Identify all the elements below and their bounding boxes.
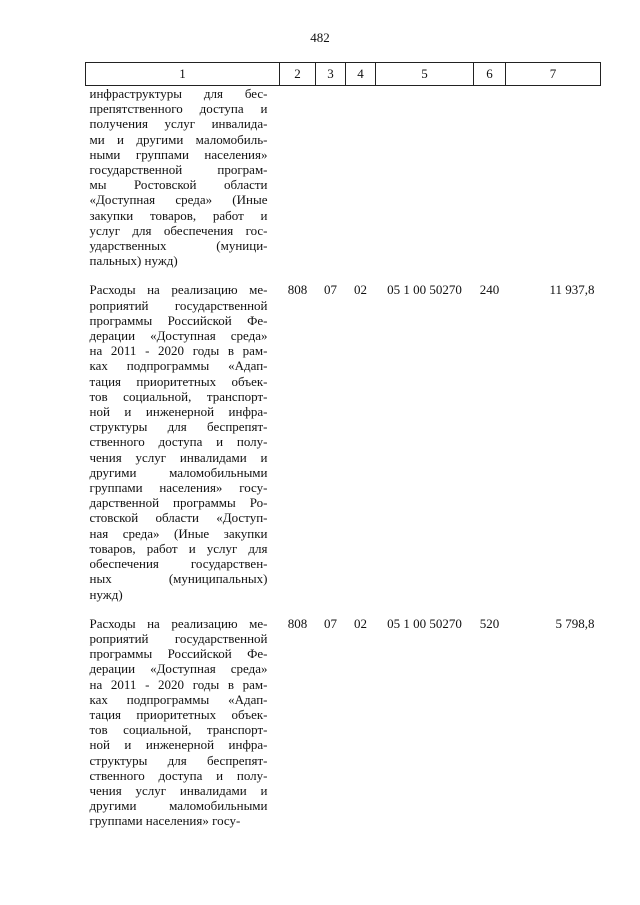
description-line: тов социальной, транспорт- bbox=[89, 722, 268, 738]
section-code-cell bbox=[316, 86, 346, 269]
column-header-2: 2 bbox=[280, 63, 316, 86]
row-spacer-cell bbox=[86, 268, 601, 282]
description-line: на 2011 - 2020 годы в рам- bbox=[89, 343, 268, 359]
description-line: группами населения» госу- bbox=[89, 813, 241, 829]
description-line: нужд) bbox=[89, 586, 123, 602]
column-header-6: 6 bbox=[474, 63, 506, 86]
description-line: структуры для беспрепят- bbox=[89, 419, 268, 435]
description-line: ная среда» (Иные закупки bbox=[89, 525, 268, 541]
column-header-1: 1 bbox=[86, 63, 280, 86]
column-header-3: 3 bbox=[316, 63, 346, 86]
description-line: структуры для беспрепят- bbox=[89, 752, 268, 768]
description-line: группами населения» госу- bbox=[89, 480, 268, 496]
expense-type-cell: 240 bbox=[479, 282, 500, 298]
budget-table bbox=[85, 62, 601, 829]
description-line: другими маломобильными bbox=[89, 798, 268, 814]
description-line: обеспечения государствен- bbox=[89, 556, 268, 572]
description-line: инфраструктуры для бес- bbox=[89, 86, 268, 101]
subsection-code-cell bbox=[346, 86, 376, 269]
description-line: дарственной программы Ро- bbox=[89, 495, 268, 511]
row-description bbox=[86, 616, 280, 829]
description-line: препятственного доступа и bbox=[89, 101, 268, 117]
description-line: ными группами населения» bbox=[89, 146, 268, 162]
page-number: 482 bbox=[310, 30, 330, 45]
row-description bbox=[86, 282, 280, 601]
description-line: другими маломобильными bbox=[89, 464, 268, 480]
description-line: Расходы на реализацию ме- bbox=[89, 615, 268, 631]
column-header-7: 7 bbox=[506, 63, 601, 86]
description-line: ми и другими маломобиль- bbox=[89, 131, 268, 147]
table-header bbox=[86, 63, 601, 86]
description-line: стовской области «Доступ- bbox=[89, 510, 268, 526]
section-code-cell: 07 bbox=[324, 615, 337, 631]
description-line: на 2011 - 2020 годы в рам- bbox=[89, 676, 268, 692]
description-line: ной и инженерной инфра- bbox=[89, 404, 268, 420]
description-line: роприятий государственной bbox=[89, 630, 268, 646]
amount-cell bbox=[506, 86, 601, 269]
description-line: ных (муниципальных) bbox=[89, 571, 268, 587]
description-line: услуг для обеспечения гос- bbox=[89, 222, 268, 238]
description-line: чения услуг инвалидами и bbox=[89, 449, 268, 465]
description-line: ках подпрограммы «Адап- bbox=[89, 358, 268, 374]
ministry-code-cell bbox=[280, 86, 316, 269]
expense-type-cell: 520 bbox=[479, 615, 500, 631]
description-line: тация приоритетных объек- bbox=[89, 373, 268, 389]
description-line: программы Российской Фе- bbox=[89, 646, 268, 662]
amount-cell: 11 937,8 bbox=[549, 282, 595, 298]
table-row bbox=[86, 282, 601, 601]
description-line: тов социальной, транспорт- bbox=[89, 388, 268, 404]
description-line: дерации «Доступная среда» bbox=[89, 328, 268, 344]
row-spacer bbox=[86, 268, 601, 282]
description-line: мы Ростовской области bbox=[89, 177, 268, 193]
table-body bbox=[86, 86, 601, 829]
target-article-cell bbox=[376, 86, 474, 269]
row-description bbox=[86, 86, 280, 269]
description-line: ударственных (муници- bbox=[89, 238, 268, 254]
table-row bbox=[86, 616, 601, 829]
description-line: закупки товаров, работ и bbox=[89, 207, 268, 223]
expense-type-cell bbox=[474, 86, 506, 269]
table-row bbox=[86, 86, 601, 269]
description-line: чения услуг инвалидами и bbox=[89, 782, 268, 798]
description-line: ственного доступа и полу- bbox=[89, 767, 268, 783]
header-row bbox=[86, 63, 601, 86]
description-line: ной и инженерной инфра- bbox=[89, 737, 268, 753]
column-header-5: 5 bbox=[376, 63, 474, 86]
subsection-code-cell: 02 bbox=[354, 615, 367, 631]
description-line: государственной програм- bbox=[89, 162, 268, 178]
description-line: программы Российской Фе- bbox=[89, 312, 268, 328]
row-spacer-cell bbox=[86, 602, 601, 616]
description-line: «Доступная среда» (Иные bbox=[89, 192, 268, 208]
description-line: тация приоритетных объек- bbox=[89, 706, 268, 722]
ministry-code-cell: 808 bbox=[287, 282, 308, 298]
description-line: ках подпрограммы «Адап- bbox=[89, 691, 268, 707]
description-line: получения услуг инвалида- bbox=[89, 116, 268, 132]
section-code-cell: 07 bbox=[324, 282, 337, 298]
subsection-code-cell: 02 bbox=[354, 282, 367, 298]
description-line: роприятий государственной bbox=[89, 297, 268, 313]
ministry-code-cell: 808 bbox=[287, 615, 308, 631]
column-header-4: 4 bbox=[346, 63, 376, 86]
description-line: ственного доступа и полу- bbox=[89, 434, 268, 450]
description-line: товаров, работ и услуг для bbox=[89, 540, 268, 556]
target-article-cell: 05 1 00 50270 bbox=[387, 615, 462, 631]
amount-cell: 5 798,8 bbox=[555, 615, 595, 631]
description-line: дерации «Доступная среда» bbox=[89, 661, 268, 677]
description-line: пальных) нужд) bbox=[89, 253, 178, 269]
row-spacer bbox=[86, 602, 601, 616]
target-article-cell: 05 1 00 50270 bbox=[387, 282, 462, 298]
description-line: Расходы на реализацию ме- bbox=[89, 282, 268, 298]
